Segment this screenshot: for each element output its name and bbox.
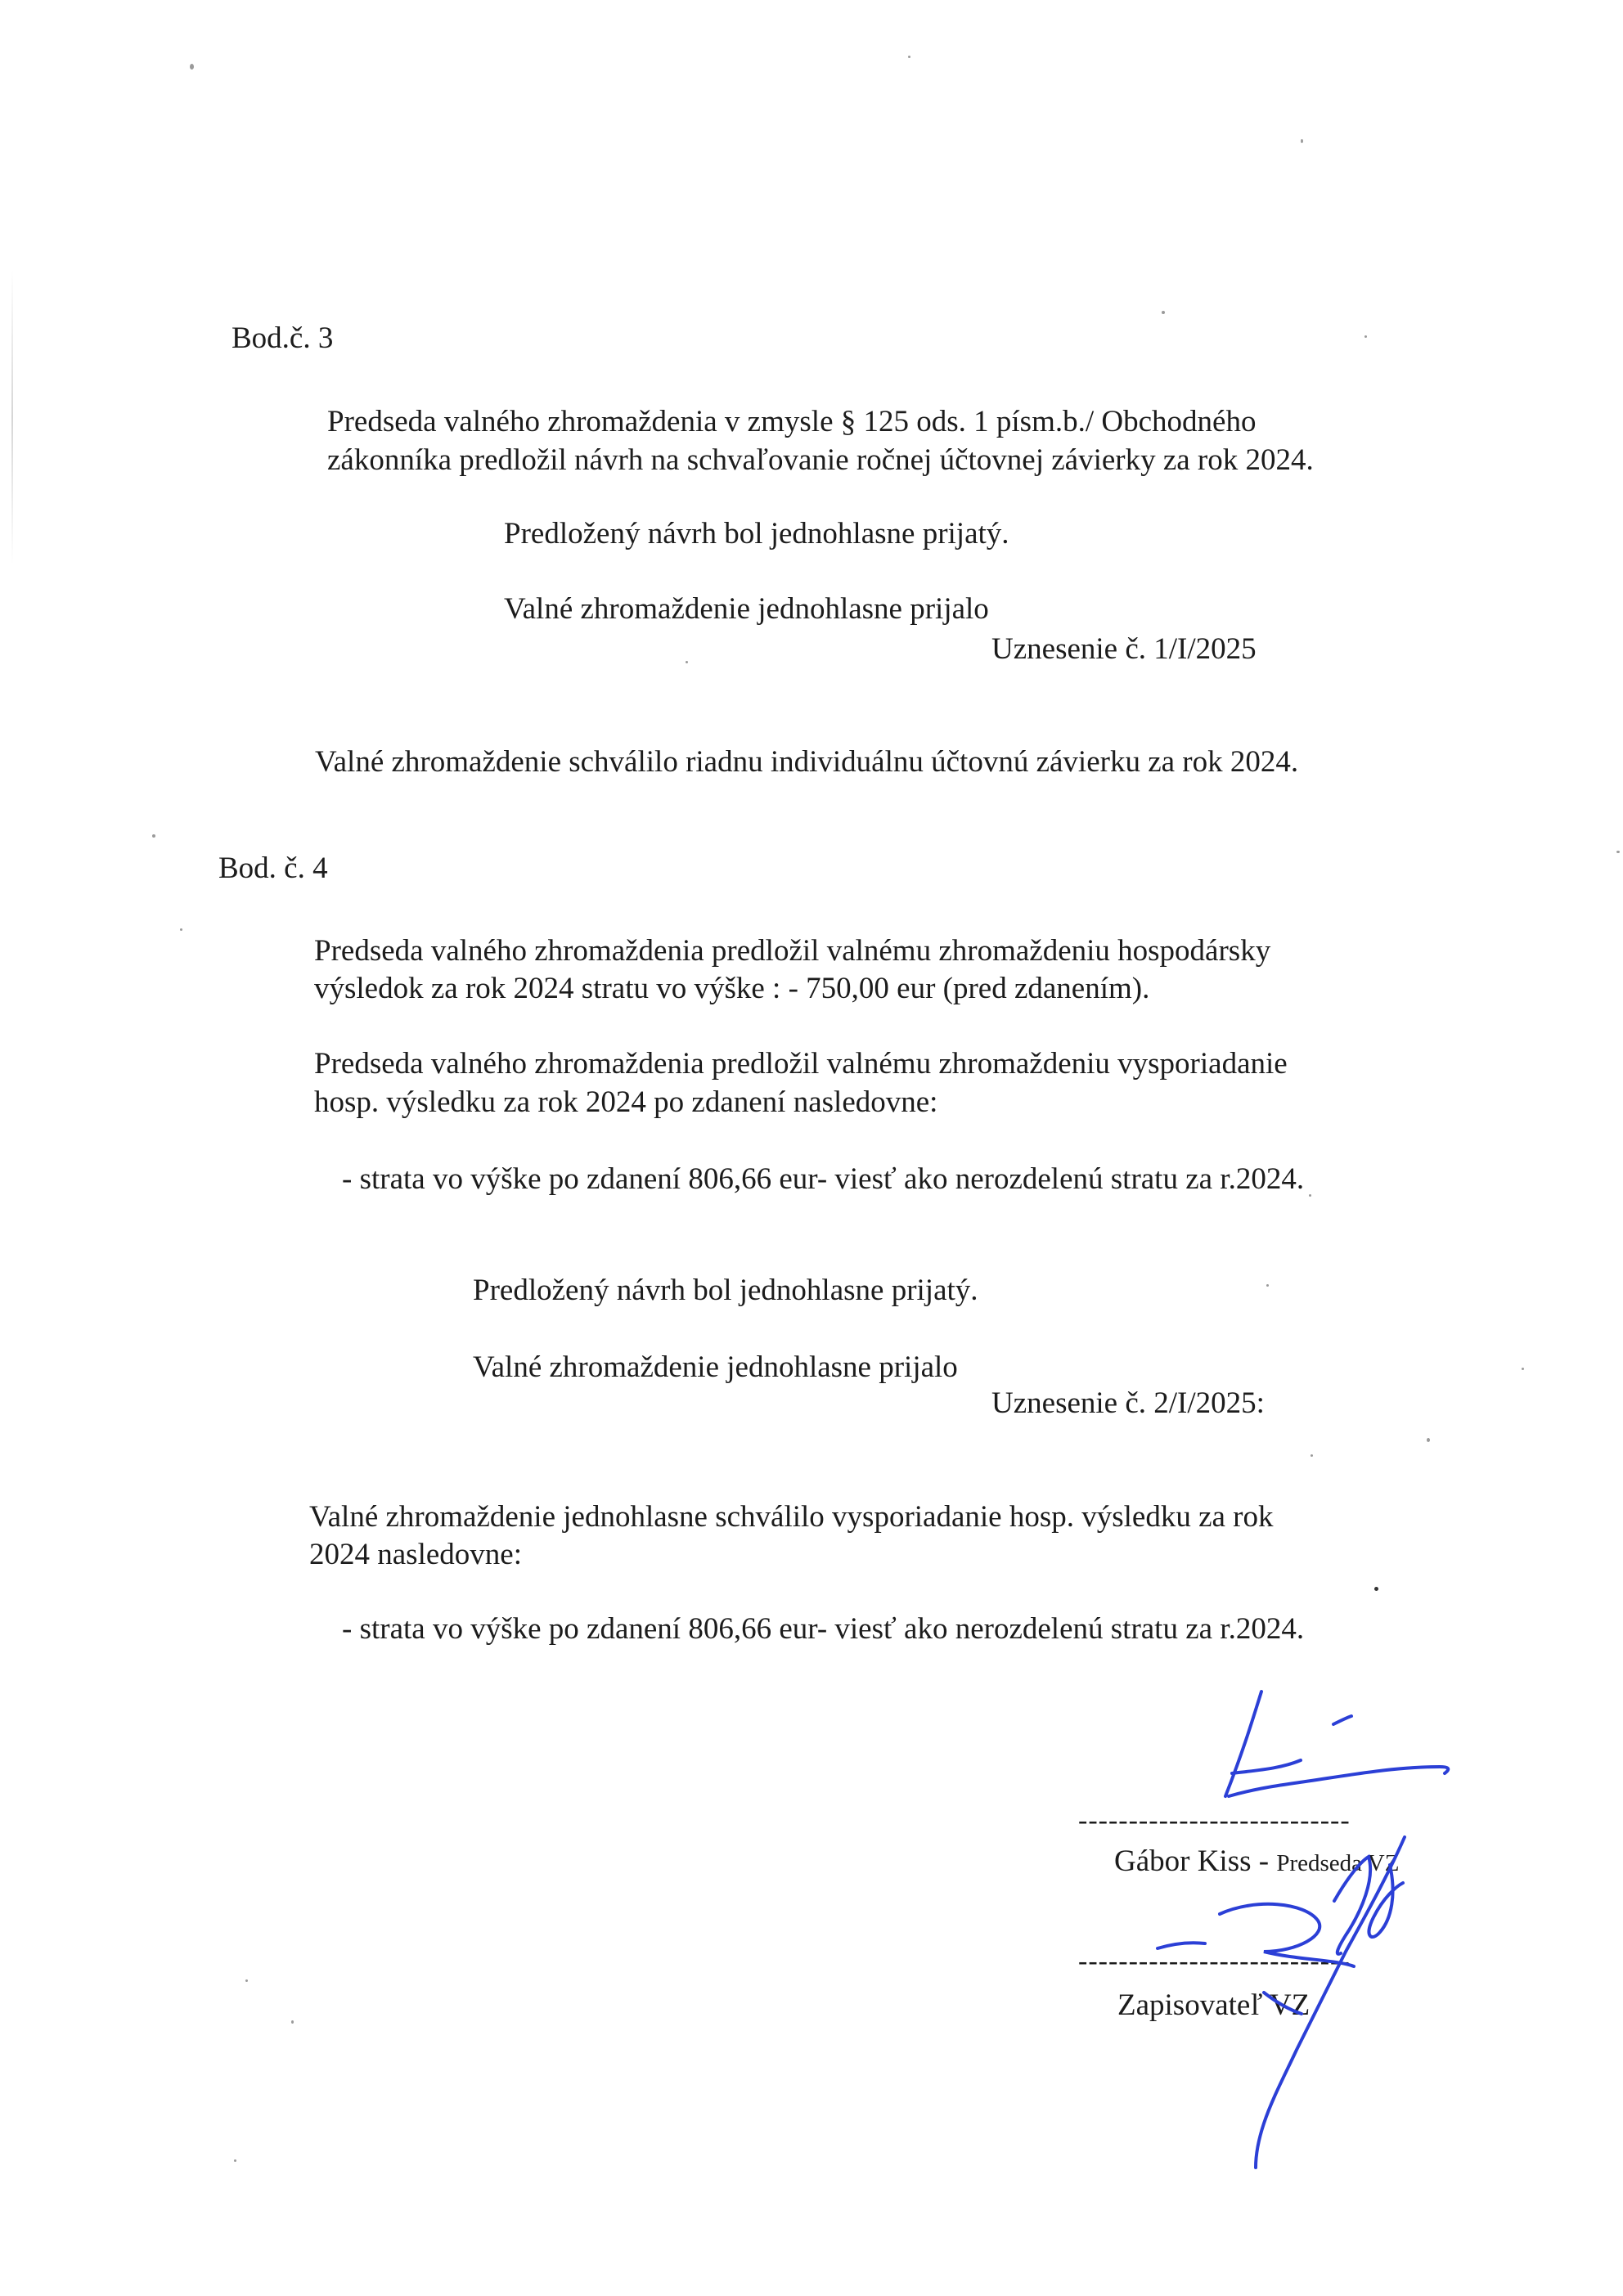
section-4-list-item-2: - strata vo výške po zdanení 806,66 eur- viesť ako nerozdelenú stratu za r.2024. [342,1612,1305,1646]
scan-edge-shadow [11,270,13,564]
scan-speck [234,2159,236,2162]
scan-speck [908,56,910,58]
section-4-paragraph-1-line-1: Predseda valného zhromaždenia predložil valnému zhromaždeniu hospodársky [314,934,1271,968]
section-3-resolution: Uznesenie č. 1/I/2025 [991,632,1257,666]
scan-speck [152,834,155,838]
section-4-assembly-accepted: Valné zhromaždenie jednohlasne prijalo [473,1350,958,1384]
scan-speck [1522,1368,1524,1370]
section-3-heading: Bod.č. 3 [232,321,334,355]
section-3-accepted: Predložený návrh bol jednohlasne prijatý. [504,517,1009,550]
scan-speck [686,661,688,663]
chair-name: Gábor Kiss - [1114,1844,1277,1878]
section-4-approval-line-1: Valné zhromaždenie jednohlasne schválilo vysporiadanie hosp. výsledku za rok [309,1500,1274,1534]
section-4-resolution: Uznesenie č. 2/I/2025: [991,1386,1265,1420]
scan-speck [291,2020,294,2024]
chair-signature-line: --------------------------- [1078,1805,1351,1835]
scan-speck [190,64,194,70]
section-4-paragraph-1-line-2: výsledok za rok 2024 stratu vo výške : - 750,00 eur (pred zdanením). [314,972,1150,1005]
section-4-list-item-1: - strata vo výške po zdanení 806,66 eur- viesť ako nerozdelenú stratu za r.2024. [342,1162,1305,1196]
scan-speck [1309,1194,1311,1197]
recorder-signature-line: --------------------------- [1078,1946,1351,1976]
section-3-assembly-accepted: Valné zhromaždenie jednohlasne prijalo [504,592,989,626]
section-3-paragraph-line-2: zákonníka predložil návrh na schvaľovanie ročnej účtovnej závierky za rok 2024. [327,443,1314,477]
section-3-approval: Valné zhromaždenie schválilo riadnu individuálnu účtovnú závierku za rok 2024. [315,745,1299,779]
section-4-paragraph-2-line-2: hosp. výsledku za rok 2024 po zdanení nasledovne: [314,1085,938,1119]
section-4-paragraph-2-line-1: Predseda valného zhromaždenia predložil valnému zhromaždeniu vysporiadanie [314,1047,1288,1081]
section-4-accepted: Predložený návrh bol jednohlasne prijatý. [473,1274,978,1307]
section-3-paragraph-line-1: Predseda valného zhromaždenia v zmysle § 125 ods. 1 písm.b./ Obchodného [327,405,1257,438]
section-4-heading: Bod. č. 4 [218,851,328,885]
recorder-handwritten-signature [1141,1829,1485,2181]
scan-speck [1162,311,1165,314]
scan-speck [1311,1454,1313,1457]
section-4-approval-line-2: 2024 nasledovne: [309,1538,522,1571]
scan-speck [1301,139,1303,143]
recorder-signature-caption: Zapisovateľ VZ [1117,1988,1311,2022]
scan-speck [1427,1438,1430,1442]
scan-speck [1364,335,1367,338]
scan-speck [245,1979,248,1982]
scan-speck [1616,851,1620,853]
scan-speck [1266,1284,1269,1287]
chair-role: Predseda VZ [1276,1850,1400,1876]
scan-speck [1374,1587,1378,1591]
scan-speck [180,928,182,931]
chair-handwritten-signature [1203,1685,1472,1824]
